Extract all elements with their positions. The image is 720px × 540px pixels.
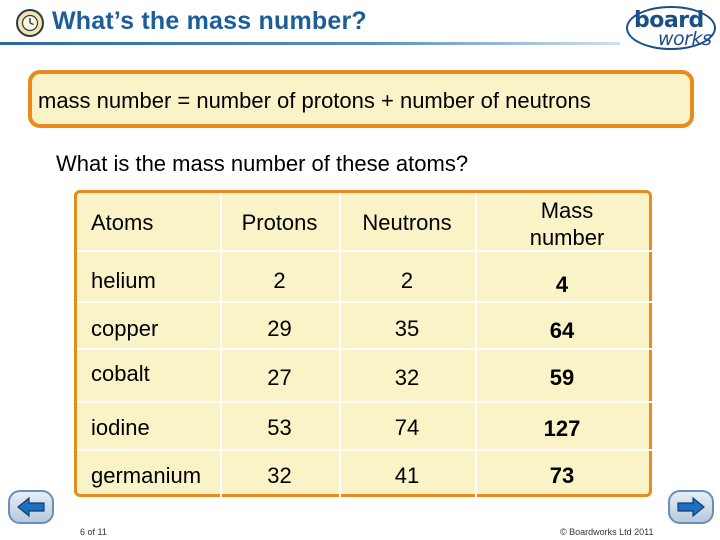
column-divider bbox=[220, 193, 222, 500]
atom-name: cobalt bbox=[91, 361, 150, 386]
column-divider bbox=[339, 193, 341, 500]
arrow-left-icon bbox=[14, 495, 48, 519]
question-text: What is the mass number of these atoms? bbox=[56, 151, 469, 176]
atom-name: iodine bbox=[91, 415, 150, 440]
mass-number-value: 59 bbox=[549, 365, 575, 390]
logo-text-works: works bbox=[658, 28, 712, 50]
neutrons-value: 35 bbox=[394, 316, 420, 341]
header-mass-number: Mass number bbox=[529, 198, 605, 250]
column-divider bbox=[475, 193, 477, 500]
atom-name: germanium bbox=[91, 463, 202, 488]
neutrons-value: 2 bbox=[400, 268, 414, 293]
logo-text-board: board bbox=[634, 8, 704, 33]
row-divider bbox=[77, 348, 655, 350]
protons-value: 32 bbox=[267, 463, 292, 488]
page-title: What’s the mass number? bbox=[52, 7, 367, 35]
previous-slide-button[interactable] bbox=[8, 490, 54, 524]
boardworks-logo bbox=[626, 6, 718, 54]
next-slide-button[interactable] bbox=[668, 490, 714, 524]
neutrons-value: 74 bbox=[394, 415, 420, 440]
protons-value: 29 bbox=[267, 316, 292, 341]
row-divider bbox=[77, 301, 655, 303]
mass-number-value: 4 bbox=[555, 272, 569, 297]
header-protons: Protons bbox=[241, 210, 318, 235]
atom-name: copper bbox=[91, 316, 159, 341]
formula-text: mass number = number of protons + number of neutrons bbox=[38, 88, 591, 113]
mass-number-value: 64 bbox=[549, 318, 575, 343]
mass-number-value: 127 bbox=[543, 416, 581, 441]
row-divider bbox=[77, 449, 655, 451]
header-neutrons: Neutrons bbox=[362, 210, 452, 235]
mass-number-table bbox=[74, 190, 652, 497]
clock-icon bbox=[16, 9, 44, 37]
copyright-notice: © Boardworks Ltd 2011 bbox=[560, 527, 654, 537]
protons-value: 2 bbox=[273, 268, 286, 293]
page-number: 6 of 11 bbox=[80, 527, 107, 537]
formula-box bbox=[28, 70, 694, 128]
row-divider bbox=[77, 401, 655, 403]
header bbox=[0, 0, 720, 48]
mass-number-value: 73 bbox=[549, 463, 575, 488]
header-atoms: Atoms bbox=[91, 210, 154, 235]
protons-value: 53 bbox=[267, 415, 292, 440]
neutrons-value: 32 bbox=[394, 365, 420, 390]
atom-name: helium bbox=[91, 268, 156, 293]
neutrons-value: 41 bbox=[394, 463, 420, 488]
protons-value: 27 bbox=[267, 365, 292, 390]
header-divider bbox=[0, 42, 620, 45]
arrow-right-icon bbox=[674, 495, 708, 519]
